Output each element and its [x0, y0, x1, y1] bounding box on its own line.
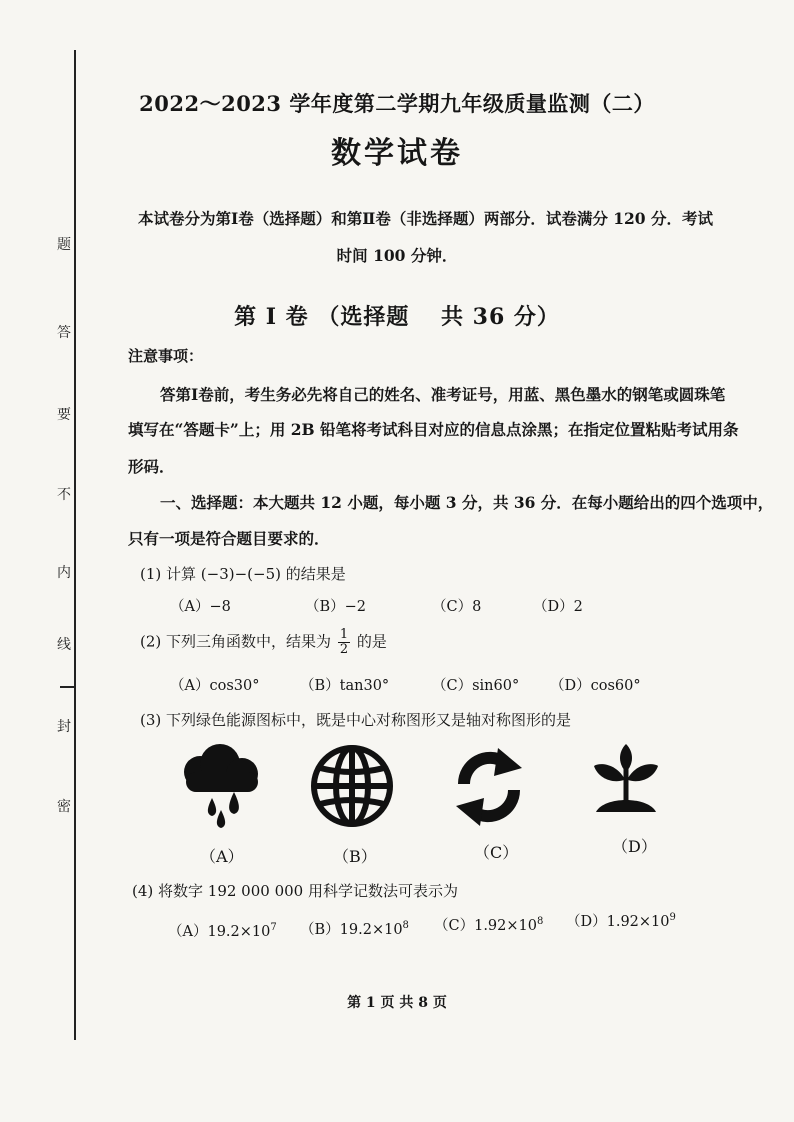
q4-option-d-exponent: 9: [669, 912, 676, 924]
q4-option-a-exponent: 7: [270, 922, 277, 934]
q2-option-d: （D）cos60°: [550, 678, 641, 694]
q4-option-c: [434, 914, 543, 935]
q1-option-c: （C）8: [432, 599, 482, 615]
q1-stem: (1) 计算 (−3)−(−5) 的结果是: [140, 565, 346, 583]
intro-line-2: 时间 100 分钟．: [336, 246, 458, 265]
q4-stem: (4) 将数字 192 000 000 用科学记数法可表示为: [132, 882, 458, 900]
q4-option-b-exponent: 8: [402, 920, 409, 932]
notice-title: 注意事项：: [128, 347, 204, 365]
sprout-icon: [590, 738, 662, 824]
q2-fraction: [338, 628, 350, 657]
q4-option-c-base: （C）1.92×10: [434, 918, 537, 934]
exam-title: 2022～2023 学年度第二学期九年级质量监测（二）: [139, 91, 655, 116]
binding-char: 封: [57, 719, 71, 735]
recycle-arrows-icon: [446, 744, 532, 830]
q4-option-d-base: （D）1.92×10: [566, 914, 670, 930]
q4-option-d: [566, 910, 676, 931]
rain-cloud-icon: [176, 742, 268, 832]
q2-stem-before: (2) 下列三角函数中，结果为: [140, 632, 332, 651]
q3-stem: (3) 下列绿色能源图标中，既是中心对称图形又是轴对称图形的是: [140, 711, 572, 729]
section-header: 第 Ⅰ 卷 （选择题 共 36 分）: [234, 304, 560, 330]
q2-option-a: （A）cos30°: [170, 678, 260, 694]
binding-char: 密: [57, 799, 71, 815]
q4-option-b: [300, 918, 409, 939]
notice-line-1: 答第Ⅰ卷前，考生务必先将自己的姓名、准考证号，用蓝、黑色墨水的钢笔或圆珠笔: [160, 385, 726, 404]
page-footer: 第 1 页 共 8 页: [347, 995, 447, 1011]
q2-option-b: （B）tan30°: [300, 678, 390, 694]
q2-fraction-denominator: 2: [339, 642, 349, 657]
globe-icon: [308, 742, 396, 830]
q1-option-a: （A）−8: [170, 599, 231, 615]
binding-char: 内: [57, 565, 71, 581]
binding-char: 答: [57, 325, 71, 341]
q4-option-b-base: （B）19.2×10: [300, 922, 403, 938]
intro-line-1: 本试卷分为第Ⅰ卷（选择题）和第Ⅱ卷（非选择题）两部分．试卷满分 120 分．考试: [138, 209, 713, 228]
q4-option-c-exponent: 8: [536, 916, 544, 928]
notice-line-3: 形码．: [128, 457, 175, 476]
notice-line-2: 填写在“答题卡”上；用 2B 铅笔将考试科目对应的信息点涂黑；在指定位置粘贴考试用条: [128, 420, 739, 439]
part1-instructions-1: 一、选择题：本大题共 12 小题，每小题 3 分，共 36 分．在每小题给出的四个选项中，: [160, 493, 774, 512]
q2-stem: [140, 628, 387, 657]
q3-label-a: （A）: [200, 847, 244, 866]
q4-option-a-base: （A）19.2×10: [168, 924, 271, 940]
q1-option-d: （D）2: [533, 599, 583, 615]
binding-tick: [60, 686, 74, 688]
q3-label-d: （D）: [612, 837, 657, 856]
binding-char: 线: [57, 637, 71, 653]
part1-instructions-2: 只有一项是符合题目要求的．: [128, 529, 330, 548]
binding-char: 题: [57, 237, 71, 253]
binding-line: [74, 50, 76, 1040]
q1-option-b: （B）−2: [305, 599, 367, 615]
binding-char: 不: [57, 487, 71, 503]
binding-char: 要: [57, 407, 71, 423]
q3-label-c: （C）: [474, 843, 519, 862]
q2-option-c: （C）sin60°: [432, 678, 520, 694]
q2-stem-after: 的是: [356, 632, 387, 651]
q4-option-a: [168, 920, 277, 941]
exam-subtitle: 数学试卷: [331, 136, 463, 171]
q2-fraction-numerator: 1: [339, 627, 349, 642]
q3-label-b: （B）: [333, 847, 377, 866]
